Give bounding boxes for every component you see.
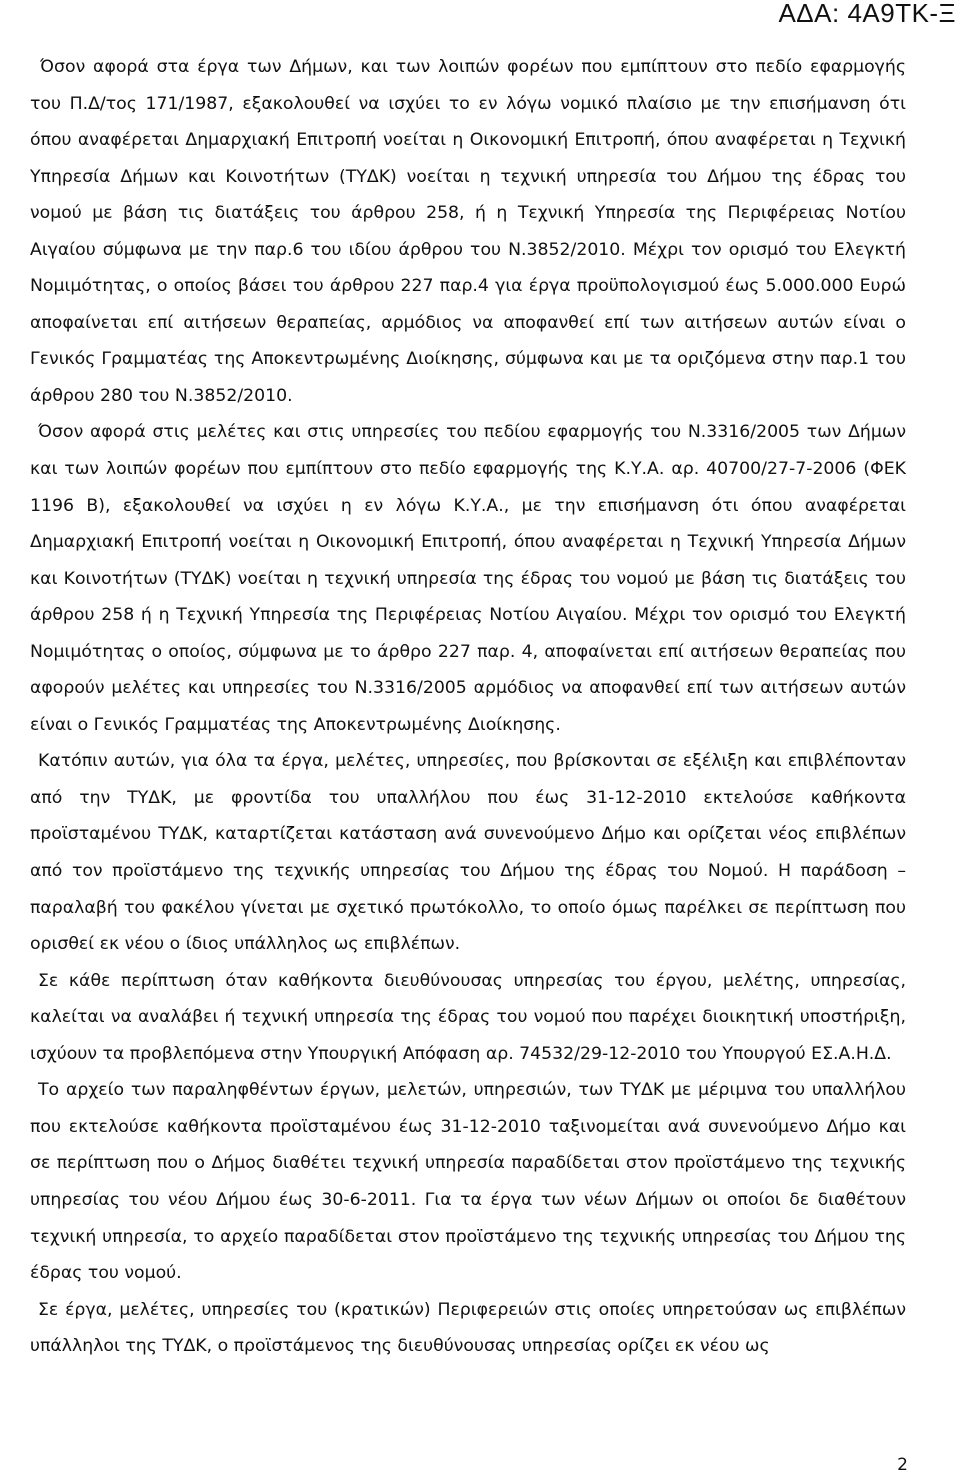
paragraph: Κατόπιν αυτών, για όλα τα έργα, μελέτες, υπηρεσίες, που βρίσκονται σε εξέλιξη και επιβλέπονταν από την ΤΥΔΚ, με φροντίδα του υπαλλήλου που έως 31-12-2010 εκτελούσε καθήκοντα προϊσταμένου ΤΥΔΚ, καταρτίζεται κατάσταση ανά συνενούμενο Δήμο και ορίζεται νέος επιβλέπων από τον προϊστάμενο της τεχνικής υπηρεσίας του Δήμου της έδρας του Νομού. Η παράδοση – παραλαβή του φακέλου γίνεται με σχετικό πρωτόκολλο, το οποίο όμως παρέλκει σε περίπτωση που ορισθεί εκ νέου ο ίδιος υπάλληλος ως επιβλέπων. [30, 751, 906, 955]
ada-code: ΑΔΑ: 4Α9ΤΚ-Ξ [778, 0, 956, 28]
paragraph: Όσον αφορά στα έργα των Δήμων, και των λοιπών φορέων που εμπίπτουν στο πεδίο εφαρμογής του Π.Δ/τος 171/1987, εξακολουθεί να ισχύει το εν λόγω νομικό πλαίσιο με την επισήμανση ότι όπου αναφέρεται Δημαρχιακή Επιτροπή νοείται η Οικονομική Επιτροπή, όπου αναφέρεται η Τεχνική Υπηρεσία Δήμων και Κοινοτήτων (ΤΥΔΚ) νοείται η τεχνική υπηρεσία του Δήμου της έδρας του νομού με βάση τις διατάξεις του άρθρου 258, ή η Τεχνική Υπηρεσία της Περιφέρειας Νοτίου Αιγαίου σύμφωνα με την παρ.6 του ιδίου άρθρου του Ν.3852/2010. Μέχρι τον ορισμό του Ελεγκτή Νομιμότητας, ο οποίος βάσει του άρθρου 227 παρ.4 για έργα προϋπολογισμού έως 5.000.000 Ευρώ αποφαίνεται επί αιτήσεων θεραπείας, αρμόδιος να αποφανθεί επί των αιτήσεων αυτών είναι ο Γενικός Γραμματέας της Αποκεντρωμένης Διοίκησης, σύμφωνα και με τα οριζόμενα στην παρ.1 του άρθρου 280 του Ν.3852/2010. [30, 57, 906, 406]
document-body [30, 49, 906, 1365]
paragraph: Όσον αφορά στις μελέτες και στις υπηρεσίες του πεδίου εφαρμογής του Ν.3316/2005 των Δήμων και των λοιπών φορέων που εμπίπτουν στο πεδίο εφαρμογής της Κ.Υ.Α. αρ. 40700/27-7-2006 (ΦΕΚ 1196 Β), εξακολουθεί να ισχύει η εν λόγω Κ.Υ.Α., με την επισήμανση ότι όπου αναφέρεται Δημαρχιακή Επιτροπή νοείται η Οικονομική Επιτροπή, όπου αναφέρεται η Τεχνική Υπηρεσία Δήμων και Κοινοτήτων (ΤΥΔΚ) νοείται η τεχνική υπηρεσία της έδρας του νομού με βάση τις διατάξεις του άρθρου 258 ή η Τεχνική Υπηρεσία της Περιφέρειας Νοτίου Αιγαίου. Μέχρι τον ορισμό του Ελεγκτή Νομιμότητας ο οποίος, σύμφωνα με το άρθρο 227 παρ. 4, αποφαίνεται επί αιτήσεων θεραπείας που αφορούν μελέτες και υπηρεσίες του Ν.3316/2005 αρμόδιος να αποφανθεί επί των αιτήσεων αυτών είναι ο Γενικός Γραμματέας της Αποκεντρωμένης Διοίκησης. [30, 422, 906, 735]
paragraph: Το αρχείο των παραληφθέντων έργων, μελετών, υπηρεσιών, των ΤΥΔΚ με μέριμνα του υπαλλήλου που εκτελούσε καθήκοντα προϊσταμένου έως 31-12-2010 ταξινομείται ανά συνενούμενο Δήμο και σε περίπτωση που ο Δήμος διαθέτει τεχνική υπηρεσία παραδίδεται στον προϊστάμενο της τεχνικής υπηρεσίας του νέου Δήμου έως 30-6-2011. Για τα έργα των νέων Δήμων οι οποίοι δε διαθέτουν τεχνική υπηρεσία, το αρχείο παραδίδεται στον προϊστάμενο της τεχνικής υπηρεσίας του Δήμου της έδρας του νομού. [30, 1080, 906, 1284]
paragraph: Σε έργα, μελέτες, υπηρεσίες του (κρατικών) Περιφερειών στις οποίες υπηρετούσαν ως επιβλέπων υπάλληλοι της ΤΥΔΚ, ο προϊστάμενος της διευθύνουσας υπηρεσίας ορίζει εκ νέου ως [30, 1299, 906, 1357]
paragraph: Σε κάθε περίπτωση όταν καθήκοντα διευθύνουσας υπηρεσίας του έργου, μελέτης, υπηρεσίας, καλείται να αναλάβει ή τεχνική υπηρεσία της έδρας του νομού που παρέχει διοικητική υποστήριξη, ισχύουν τα προβλεπόμενα στην Υπουργική Απόφαση αρ. 74532/29-12-2010 του Υπουργού ΕΣ.Α.Η.Δ. [30, 970, 906, 1064]
page-number: 2 [897, 1455, 908, 1475]
